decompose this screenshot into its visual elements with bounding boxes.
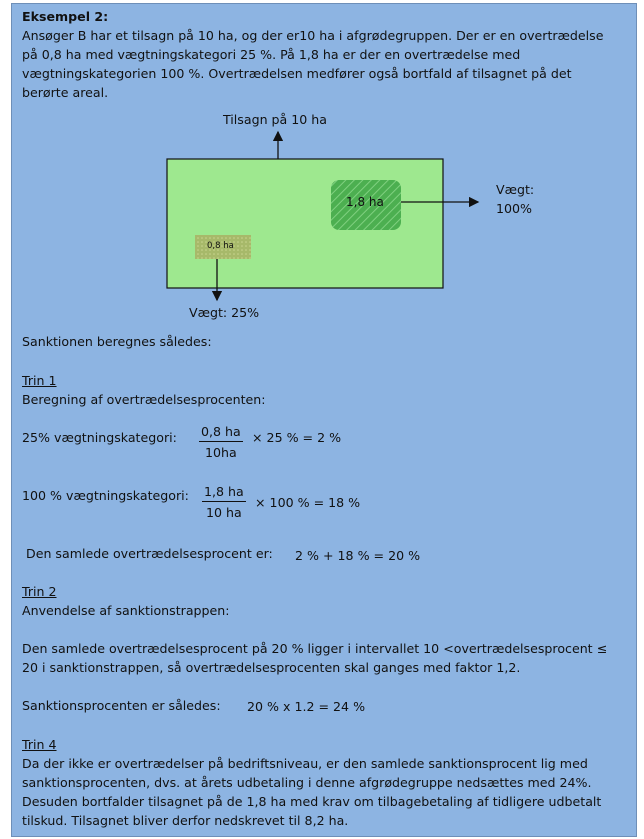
intro-line-2: på 0,8 ha med vægtningskategori 25 %. På 1,8 ha er der en overtrædelse med bbox=[22, 47, 521, 62]
step2-line-1: Den samlede overtrædelsesprocent på 20 % ligger i intervallet 10 <overtrædelsesprocent ≤ bbox=[22, 641, 608, 656]
result-value: 20 % x 1.2 = 24 % bbox=[247, 699, 366, 714]
row2-fraction bbox=[202, 484, 246, 520]
step1-heading: Trin 1 bbox=[22, 373, 57, 388]
step2-heading: Trin 2 bbox=[22, 584, 57, 599]
big-area-label: 1,8 ha bbox=[346, 195, 384, 209]
row2-denominator: 10 ha bbox=[206, 505, 242, 520]
small-area-label: 0,8 ha bbox=[207, 241, 234, 251]
field-area bbox=[167, 159, 443, 288]
step4-line-2: sanktionsprocenten, dvs. at årets udbetaling i denne afgrødegruppe nedsættes med 24%. bbox=[22, 775, 592, 790]
row1-denominator: 10ha bbox=[205, 445, 237, 460]
row1-result: × 25 % = 2 % bbox=[252, 430, 342, 445]
sanction-intro: Sanktionen beregnes således: bbox=[22, 334, 212, 349]
intro-line-4: berørte areal. bbox=[22, 85, 109, 100]
row2-result: × 100 % = 18 % bbox=[255, 495, 361, 510]
result-label: Sanktionsprocenten er således: bbox=[22, 698, 221, 713]
bottom-label: Vægt: 25% bbox=[189, 305, 260, 320]
right-label-line-2: 100% bbox=[496, 201, 533, 216]
right-label-line-1: Vægt: bbox=[496, 182, 535, 197]
example-title: Eksempel 2: bbox=[22, 9, 109, 24]
row1-fraction bbox=[199, 424, 243, 460]
step2-line-2: 20 i sanktionstrappen, så overtrædelsesprocenten skal ganges med faktor 1,2. bbox=[22, 660, 521, 675]
row1-numerator: 0,8 ha bbox=[199, 424, 243, 442]
example-panel bbox=[11, 3, 637, 837]
top-label: Tilsagn på 10 ha bbox=[223, 112, 328, 127]
step1-subtitle: Beregning af overtrædelsesprocenten: bbox=[22, 392, 266, 407]
intro-line-3: vægtningskategorien 100 %. Overtrædelsen medfører også bortfald af tilsagnet på det bbox=[22, 66, 572, 81]
total-value: 2 % + 18 % = 20 % bbox=[295, 548, 421, 563]
field-diagram bbox=[12, 4, 636, 334]
row1-label: 25% vægtningskategori: bbox=[22, 430, 177, 445]
step4-line-4: tilskud. Tilsagnet bliver derfor nedskrevet til 8,2 ha. bbox=[22, 813, 349, 828]
step4-line-1: Da der ikke er overtrædelser på bedriftsniveau, er den samlede sanktionsprocent lig med bbox=[22, 756, 588, 771]
step2-subtitle: Anvendelse af sanktionstrappen: bbox=[22, 603, 230, 618]
total-label: Den samlede overtrædelsesprocent er: bbox=[26, 546, 273, 561]
row2-label: 100 % vægtningskategori: bbox=[22, 488, 189, 503]
intro-line-1: Ansøger B har et tilsagn på 10 ha, og der er10 ha i afgrødegruppen. Der er en overtrædelse bbox=[22, 28, 604, 43]
row2-numerator: 1,8 ha bbox=[202, 484, 246, 502]
step4-line-3: Desuden bortfalder tilsagnet på de 1,8 ha med krav om tilbagebetaling af tidligere udbetalt bbox=[22, 794, 602, 809]
step4-heading: Trin 4 bbox=[22, 737, 57, 752]
